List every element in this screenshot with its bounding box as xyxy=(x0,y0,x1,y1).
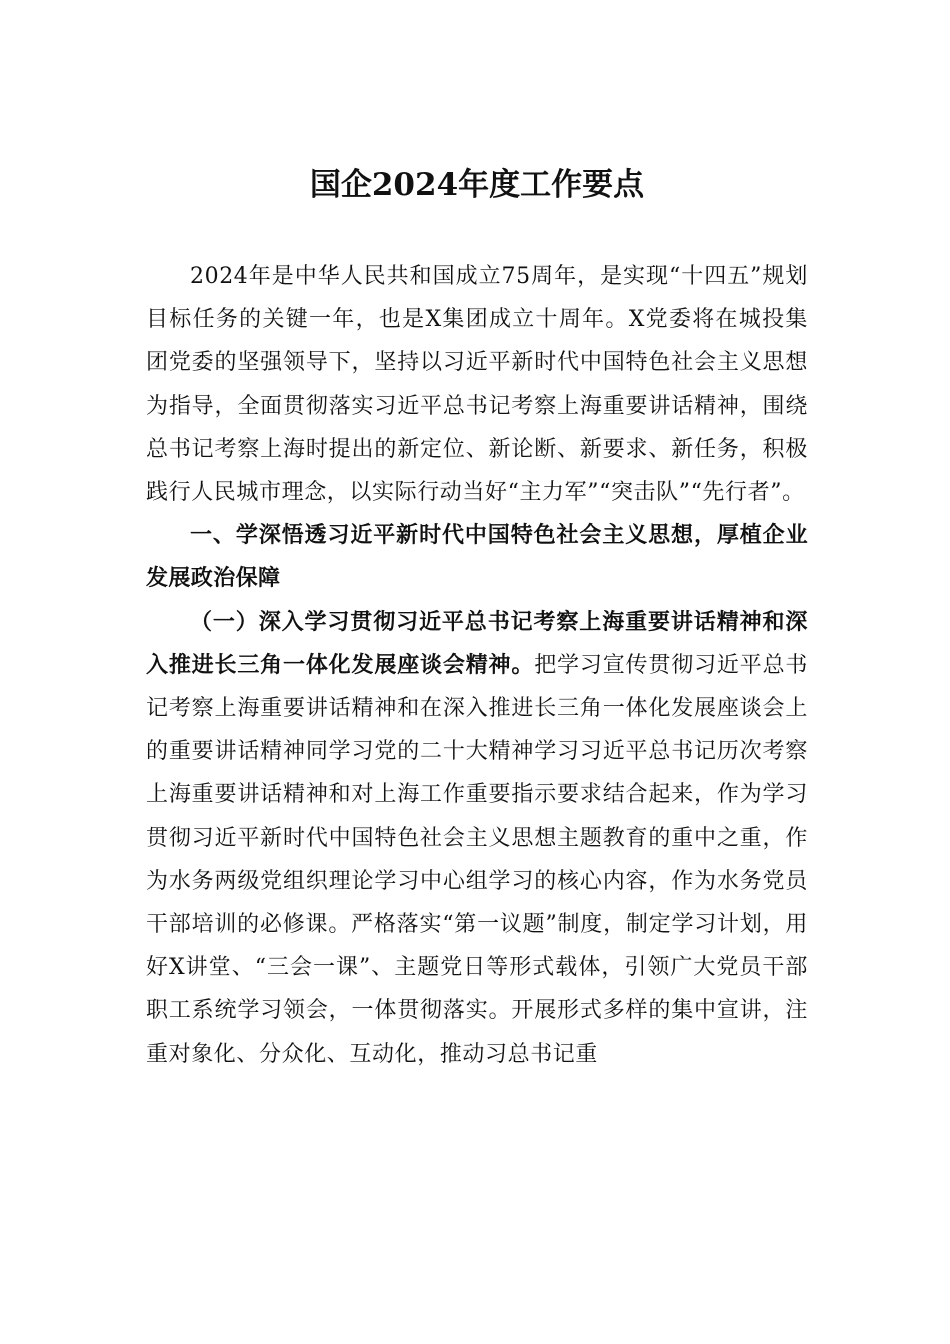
section-heading: 一、学深悟透习近平新时代中国特色社会主义思想，厚植企业发展政治保障 xyxy=(146,523,808,592)
item-heading: （一）深入学习贯彻习近平总书记考察上海重要讲话精神和深入推进长三角一体化发展座谈会精神。 xyxy=(146,608,808,678)
item-paragraph xyxy=(146,601,808,1076)
item-body: 把学习宣传贯彻习近平总书记考察上海重要讲话精神和在深入推进长三角一体化发展座谈会上的重要讲话精神同学习党的二十大精神学习习近平总书记历次考察上海重要讲话精神和对上海工作重要指示要求结合起来，作为学习贯彻习近平新时代中国特色社会主义思想主题教育的重中之重，作为水务两级党组织理论学习中心组学习的核心内容，作为水务党员干部培训的必修课。严格落实“第一议题”制度，制定学习计划，用好X讲堂、“三会一课”、主题党日等形式载体，引领广大党员干部职工系统学习领会，一体贯彻落实。开展形式多样的集中宣讲，注重对象化、分众化、互动化，推动习总书记重 xyxy=(146,652,809,1067)
document-title: 国企2024年度工作要点 xyxy=(309,167,645,203)
intro-paragraph: 2024年是中华人民共和国成立75周年，是实现“十四五”规划目标任务的关键一年，也是X集团成立十周年。X党委将在城投集团党委的坚强领导下，坚持以习近平新时代中国特色社会主义思想为指导，全面贯彻落实习近平总书记考察上海重要讲话精神，围绕总书记考察上海时提出的新定位、新论断、新要求、新任务，积极践行人民城市理念，以实际行动当好“主力军”“突击队”“先行者”。 xyxy=(146,264,808,506)
document-body xyxy=(146,255,808,1076)
